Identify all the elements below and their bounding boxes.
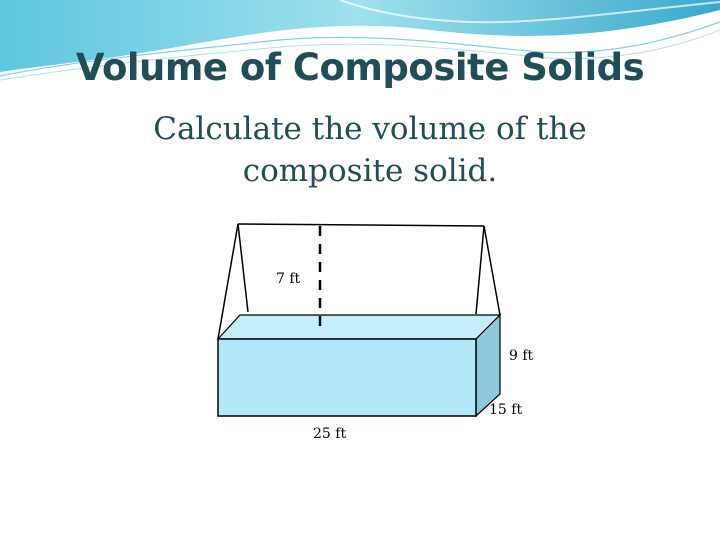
slide-title: Volume of Composite Solids	[75, 46, 645, 89]
roof-right-front-edge	[476, 226, 484, 314]
height-label: 7 ft	[276, 271, 301, 287]
length-label: 25 ft	[313, 426, 347, 442]
body-line-2: composite solid.	[242, 153, 498, 189]
body-line-1: Calculate the volume of the	[153, 111, 587, 147]
roof-ridge-edge	[238, 224, 484, 226]
depth-label: 15 ft	[489, 402, 523, 418]
roof-right-back-edge	[484, 226, 500, 315]
width-label: 9 ft	[509, 348, 534, 364]
prism-front-face	[218, 339, 476, 416]
prism-top-face	[218, 315, 500, 339]
roof-left-back-edge	[238, 224, 248, 312]
